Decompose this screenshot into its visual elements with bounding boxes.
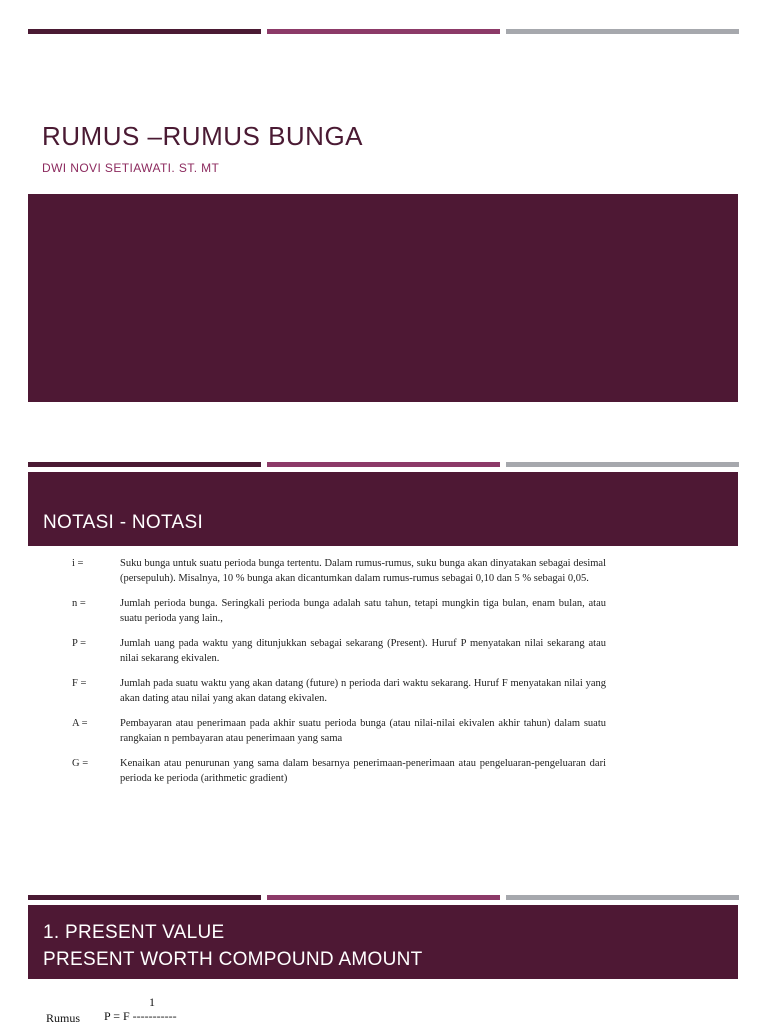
formula-numerator: 1 xyxy=(149,995,155,1009)
present-value-heading xyxy=(43,919,423,973)
definition-item xyxy=(72,596,606,626)
accent-rule-magenta xyxy=(267,29,500,34)
title-banner xyxy=(28,194,738,402)
definition-term: G = xyxy=(72,758,89,769)
definition-text: Jumlah perioda bunga. Seringkali perioda bunga adalah satu tahun, tetapi mungkin tiga bulan, enam bulan, atau suatu perioda yang lain., xyxy=(120,598,606,624)
definition-item xyxy=(72,676,606,706)
present-value-heading-line2: PRESENT WORTH COMPOUND AMOUNT xyxy=(43,949,423,970)
accent-rule-gray xyxy=(506,462,739,467)
definition-term: P = xyxy=(72,638,86,649)
definition-term: A = xyxy=(72,718,88,729)
definition-term: F = xyxy=(72,678,87,689)
formula-expression: P = F ----------- xyxy=(104,1009,177,1023)
slide-subtitle: DWI NOVI SETIAWATI. ST. MT xyxy=(42,161,220,175)
present-value-heading-line1: 1. PRESENT VALUE xyxy=(43,922,225,943)
definition-text: Kenaikan atau penurunan yang sama dalam besarnya penerimaan-penerimaan atau pengeluaran-pengeluaran dari perioda ke perioda (arithmetic gradient) xyxy=(120,758,606,784)
definition-term: n = xyxy=(72,598,86,609)
definition-text: Pembayaran atau penerimaan pada akhir suatu perioda bunga (atau nilai-nilai ekivalen akhir tahun) dalam suatu rangkaian n pembayaran atau penerimaan yang sama xyxy=(120,718,606,744)
definition-term: i = xyxy=(72,558,84,569)
definition-text: Suku bunga untuk suatu perioda bunga tertentu. Dalam rumus-rumus, suku bunga akan dinyatakan sebagai desimal (persepuluh). Misalnya, 10 % bunga akan dicantumkan dalam rumus-rumus sebagai 0,10 dan 5 % sebagai 0,05. xyxy=(120,558,606,584)
accent-rule-dark xyxy=(28,29,261,34)
accent-rule-gray xyxy=(506,29,739,34)
accent-rule-dark xyxy=(28,462,261,467)
formula-label: Rumus xyxy=(46,1011,81,1025)
definition-list xyxy=(72,556,606,796)
definition-item xyxy=(72,556,606,586)
accent-rule-dark xyxy=(28,895,261,900)
accent-rule-magenta xyxy=(267,462,500,467)
notasi-banner xyxy=(28,472,738,546)
definition-text: Jumlah pada suatu waktu yang akan datang (future) n perioda dari waktu sekarang. Huruf F menyatakan nilai yang akan dating atau nilai yang akan datang ekivalen. xyxy=(120,678,606,704)
notasi-heading: NOTASI - NOTASI xyxy=(43,512,204,533)
definition-item xyxy=(72,636,606,666)
accent-rule-gray xyxy=(506,895,739,900)
definition-item xyxy=(72,756,606,786)
definition-text: Jumlah uang pada waktu yang ditunjukkan sebagai sekarang (Present). Huruf P menyatakan nilai sekarang atau nilai sekarang ekivalen. xyxy=(120,638,606,664)
slide-title: RUMUS –RUMUS BUNGA xyxy=(42,121,364,151)
definition-item xyxy=(72,716,606,746)
accent-rule-magenta xyxy=(267,895,500,900)
present-value-banner xyxy=(28,905,738,979)
